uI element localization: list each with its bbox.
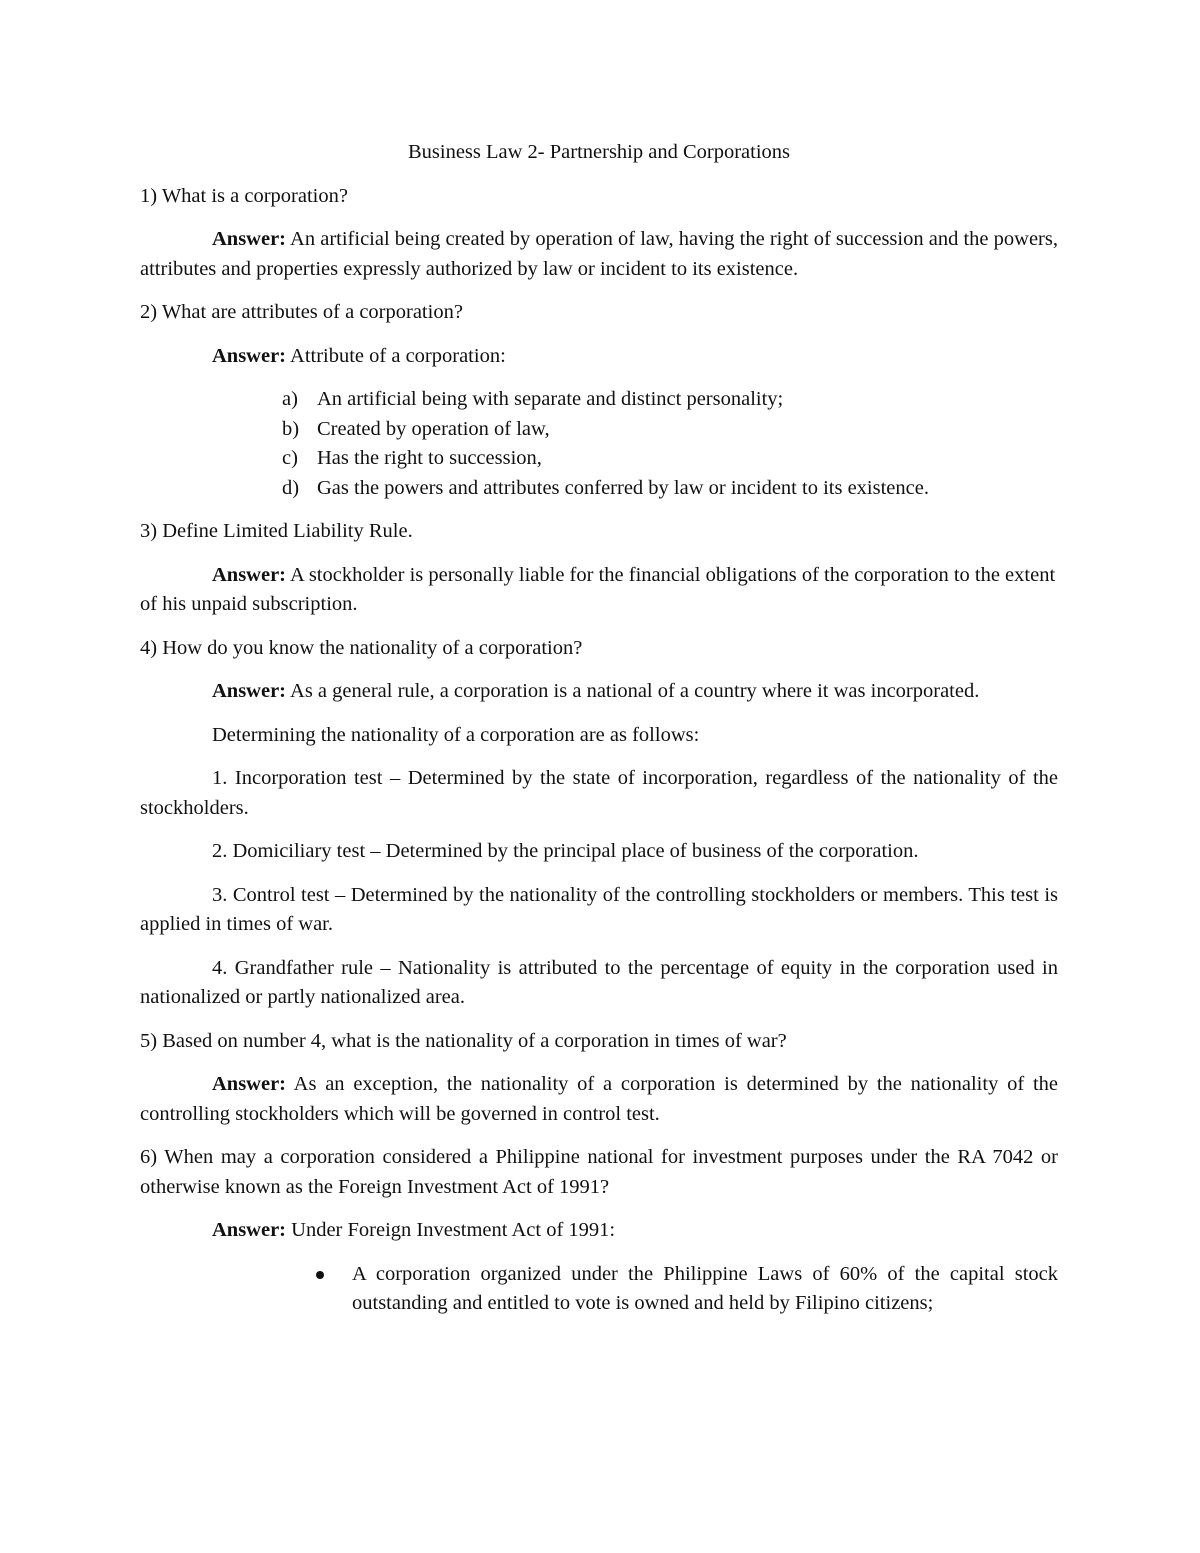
answer-label: Answer:: [212, 228, 287, 250]
list-marker: b): [282, 417, 300, 440]
list-item-text: Gas the powers and attributes conferred by law or incident to its existence.: [317, 476, 929, 499]
answer-label: Answer:: [212, 344, 287, 367]
list-marker: c): [282, 447, 298, 469]
answer-label: Answer:: [212, 1073, 287, 1095]
question-1: 1) What is a corporation?: [140, 184, 348, 207]
question-2: 2) What are attributes of a corporation?: [140, 301, 463, 323]
list-marker: d): [282, 476, 300, 499]
list-item-text: A corporation organized under the Philippine Laws of 60% of the capital stock outstanding and entitled to vote is owned and held by Filipino citizens;: [352, 1262, 1058, 1314]
test-item: 2. Domiciliary test – Determined by the principal place of business of the corporation.: [212, 840, 919, 862]
answer-6-text: Under Foreign Investment Act of 1991:: [291, 1219, 616, 1241]
list-item: [282, 474, 1058, 504]
answer-label: Answer:: [212, 680, 287, 702]
question-3: 3) Define Limited Liability Rule.: [140, 520, 413, 542]
question-4: 4) How do you know the nationality of a corporation?: [140, 636, 583, 659]
nationality-intro: Determining the nationality of a corporation are as follows:: [212, 723, 700, 746]
list-item: [282, 415, 1058, 445]
list-item-text: An artificial being with separate and distinct personality;: [317, 388, 784, 410]
test-item: 4. Grandfather rule – Nationality is attributed to the percentage of equity in the corporation used in nationalized or partly nationalized area.: [140, 956, 1058, 1008]
answer-2-text: Attribute of a corporation:: [290, 344, 506, 367]
answer-3: [140, 561, 1058, 620]
answer-5-text: As an exception, the nationality of a corporation is determined by the nationality of the controlling stockholders which will be governed in control test.: [140, 1073, 1058, 1125]
list-item: [282, 385, 1058, 415]
document-page: [140, 138, 1058, 1319]
answer-6: [140, 1216, 1058, 1246]
bullet-icon: [316, 1271, 324, 1279]
attributes-list: [140, 385, 1058, 503]
document-title: Business Law 2- Partnership and Corporations: [407, 141, 791, 163]
bullet-list: [140, 1260, 1058, 1319]
answer-3-text: A stockholder is personally liable for the financial obligations of the corporation to the extent of his unpaid subscription.: [140, 563, 1056, 615]
answer-5: [140, 1070, 1058, 1129]
test-item: 1. Incorporation test – Determined by the state of incorporation, regardless of the nationality of the stockholders.: [140, 767, 1058, 819]
answer-1-text: An artificial being created by operation of law, having the right of succession and the powers, attributes and properties expressly authorized by law or incident to its existence.: [140, 228, 1058, 280]
answer-label: Answer:: [212, 563, 287, 586]
test-item: 3. Control test – Determined by the nationality of the controlling stockholders or members. This test is applied in times of war.: [140, 883, 1058, 935]
list-item: [352, 1260, 1058, 1319]
list-item-text: Created by operation of law,: [317, 417, 550, 440]
list-marker: a): [282, 388, 298, 410]
answer-1: [140, 225, 1058, 284]
answer-label: Answer:: [212, 1219, 287, 1241]
question-6: 6) When may a corporation considered a Philippine national for investment purposes under the RA 7042 or otherwise known as the Foreign Investment Act of 1991?: [140, 1146, 1058, 1198]
question-5: 5) Based on number 4, what is the nationality of a corporation in times of war?: [140, 1029, 787, 1052]
list-item-text: Has the right to succession,: [317, 447, 542, 469]
answer-2: [140, 342, 1058, 372]
answer-4-text: As a general rule, a corporation is a national of a country where it was incorporated.: [290, 680, 980, 702]
answer-4: [140, 677, 1058, 707]
list-item: [282, 444, 1058, 474]
